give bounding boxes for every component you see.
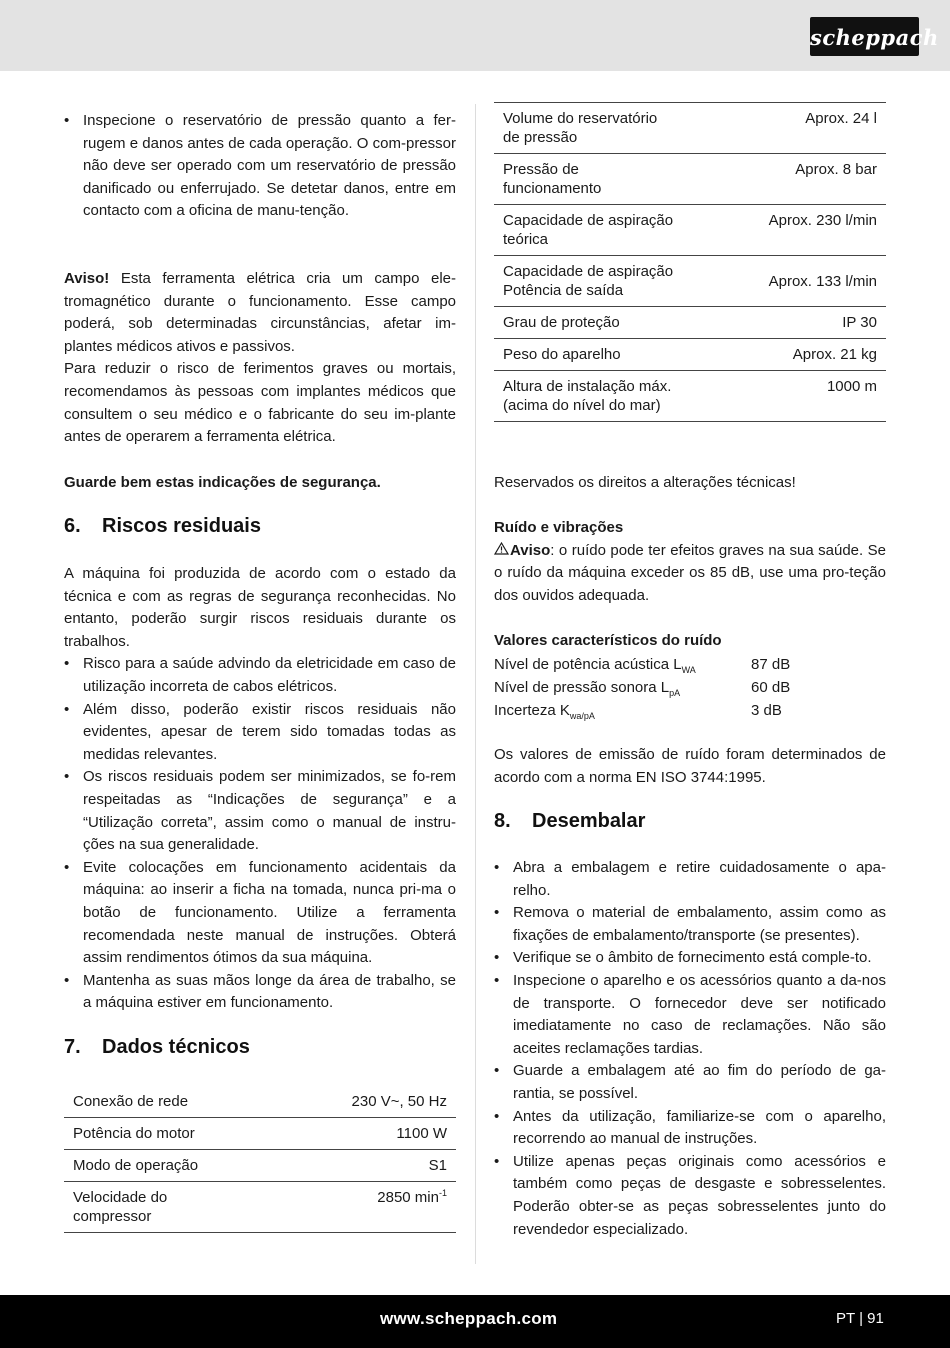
page-indicator: PT | 91 [836, 1310, 884, 1327]
table-row [64, 1118, 456, 1150]
noise-row [494, 653, 886, 676]
noise-values [494, 630, 886, 722]
spec-label: Velocidade do compressor [73, 1189, 168, 1225]
list-item: • Antes da utilização, familiarize-se com o aparelho, recorrendo ao manual de instruções. [494, 1106, 886, 1151]
noise-label [494, 699, 751, 722]
list-item: • Abra a embalagem e retire cuidadosamente o apa-relho. [494, 857, 886, 902]
noise-label [494, 676, 751, 699]
section-6-heading [64, 515, 261, 538]
noise-value: 87 dB [751, 655, 791, 673]
noise-label-text: Incerteza K [494, 701, 570, 719]
noise-label-text: Nível de pressão sonora L [494, 678, 670, 696]
footer-bar [0, 1295, 950, 1348]
spec-value: Aprox. 133 l/min [768, 272, 877, 290]
emf-warning [64, 268, 456, 449]
table-row [64, 1150, 456, 1182]
list-item: • Utilize apenas peças originais como acessórios e também como peças de desgaste e sobresselentes. Poderão obter-se as peças sobresselentes junto do revendedor especializado. [494, 1151, 886, 1241]
table-row [494, 307, 886, 339]
spec-label: Peso do aparelho [503, 346, 621, 363]
brand-logo [810, 17, 939, 56]
noise-label-subscript: wa/pA [569, 710, 595, 721]
spec-label: Potência do motor [73, 1125, 195, 1142]
section-number: 6. [64, 515, 81, 537]
column-divider [475, 104, 476, 1264]
table-row [494, 154, 886, 205]
list-item: • Inspecione o aparelho e os acessórios quanto a da-nos de transporte. O fornecedor deve ser notificado imediatamente no caso de reclamações. Não são aceites reclamações tardias. [494, 970, 886, 1060]
section-number: 8. [494, 810, 511, 832]
noise-values-heading: Valores característicos do ruído [494, 632, 722, 649]
spec-label: Modo de operação [73, 1157, 199, 1174]
spec-label: Pressão de funcionamento [503, 161, 602, 197]
warning-label: Aviso! [64, 270, 110, 287]
noise-section [494, 517, 886, 607]
noise-value: 3 dB [751, 701, 782, 719]
spec-label: Capacidade de aspiração Potência de saída [503, 263, 674, 299]
section-7-heading [64, 1036, 250, 1059]
table-row [494, 339, 886, 371]
spec-label: Altura de instalação máx. (acima do nível do mar) [503, 378, 672, 414]
table-row [64, 1182, 456, 1233]
table-row [64, 1086, 456, 1118]
tech-data-table-continued [494, 102, 886, 422]
list-item: • Evite colocações em funcionamento acidentais da máquina: ao inserir a ficha na tomada, nunca pri-ma o botão de funcionamento. Utilize a ferramenta recomendada neste manual de instruções. Obterá assim rendimentos ótimos da sua máquina. [64, 857, 456, 970]
list-item: • Inspecione o reservatório de pressão quanto a fer-rugem e danos antes de cada operação. O com-pressor não deve ser operado com um reservatório de pressão danificado ou enferrujado. Se detetar danos, entre em contacto com a oficina de manu-tenção. [64, 110, 456, 223]
noise-row [494, 699, 886, 722]
list-item: • Risco para a saúde advindo da eletricidade em caso de utilização incorreta de cabos elétricos. [64, 653, 456, 698]
brand-logo-text: scheppach [810, 25, 939, 50]
warning-label: Aviso [510, 541, 551, 559]
noise-heading: Ruído e vibrações [494, 519, 624, 536]
noise-label-text: Nível de potência acústica L [494, 655, 682, 673]
spec-label: Grau de proteção [503, 314, 620, 331]
spec-label: Conexão de rede [73, 1093, 189, 1110]
noise-label [494, 653, 751, 676]
noise-label-subscript: pA [669, 687, 681, 698]
section-8-heading [494, 810, 645, 833]
noise-warning [494, 540, 886, 608]
emf-warning-paragraph [64, 268, 456, 358]
list-item: • Remova o material de embalamento, assim como as fixações de embalamento/transporte (se presentes). [494, 902, 886, 947]
tech-data-table [64, 1086, 456, 1233]
table-row [494, 103, 886, 154]
list-item: • Guarde a embalagem até ao fim do período de ga-rantia, se possível. [494, 1060, 886, 1105]
list-item: • Além disso, poderão existir riscos residuais não evidentes, apesar de terem sido tomadas todas as medidas relevantes. [64, 699, 456, 767]
spec-label: Volume do reservatório de pressão [503, 110, 658, 146]
warning-text: Esta ferramenta elétrica cria um campo ele-tromagnético durante o funcionamento. Esse campo poderá, sob determinadas circunstâncias, afetar im-plantes médicos ativos e passivos. [64, 270, 456, 355]
table-row [494, 256, 886, 307]
spec-value: 1100 W [396, 1125, 447, 1142]
noise-row [494, 676, 886, 699]
list-item: • Verifique se o âmbito de fornecimento está comple-to. [494, 947, 886, 970]
warning-triangle-icon [494, 540, 510, 563]
spec-value: 230 V~, 50 Hz [351, 1093, 447, 1110]
header-bar [0, 0, 950, 71]
spec-value: Aprox. 230 l/min [768, 212, 877, 229]
spec-value-number: 2850 min [377, 1189, 439, 1206]
noise-value: 60 dB [751, 678, 791, 696]
spec-value: 1000 m [826, 378, 877, 395]
website-url: www.scheppach.com [380, 1309, 558, 1328]
noise-standard-note: Os valores de emissão de ruído foram determinados de acordo com a norma EN ISO 3744:1995. [494, 746, 886, 786]
noise-label-subscript: WA [681, 664, 696, 675]
spec-value: IP 30 [842, 314, 877, 331]
keep-instructions-note: Guarde bem estas indicações de segurança. [64, 474, 381, 491]
list-item: • Mantenha as suas mãos longe da área de trabalho, se a máquina estiver em funcionamento. [64, 970, 456, 1015]
spec-value [224, 1182, 456, 1233]
spec-value: Aprox. 24 l [805, 110, 877, 127]
language-code: PT [836, 1310, 855, 1327]
spec-value-exponent: -1 [438, 1188, 447, 1198]
residual-risks-list [64, 653, 456, 1015]
section-title: Desembalar [532, 810, 646, 832]
intro-bullet-list [64, 110, 456, 223]
spec-value: S1 [428, 1157, 447, 1174]
emf-advice-paragraph: Para reduzir o risco de ferimentos graves ou mortais, recomendamos às pessoas com implantes médicos que consultem o seu médico e o fabricante do seu im-plante antes de operarem a ferramenta elétrica. [64, 360, 456, 446]
section-6-intro: A máquina foi produzida de acordo com o estado da técnica e com as regras de segurança reconhecidas. No entanto, poderão surgir riscos residuais durante os trabalhos. [64, 565, 456, 650]
spec-value: Aprox. 21 kg [792, 346, 877, 363]
section-title: Dados técnicos [102, 1036, 250, 1058]
page-number: 91 [867, 1310, 884, 1327]
list-item: • Os riscos residuais podem ser minimizados, se fo-rem respeitadas as “Indicações de segurança” e a “Utilização correta”, assim como o manual de instru-ções na sua generalidade. [64, 766, 456, 856]
section-6-body [64, 563, 456, 1015]
section-title: Riscos residuais [102, 515, 261, 537]
spec-label: Capacidade de aspiração teórica [503, 212, 674, 248]
spec-value: Aprox. 8 bar [795, 161, 877, 178]
technical-changes-note: Reservados os direitos a alterações técnicas! [494, 474, 796, 491]
section-number: 7. [64, 1036, 81, 1058]
warning-text: : o ruído pode ter efeitos graves na sua saúde. Se o ruído da máquina exceder os 85 dB, use uma pro-teção dos ouvidos adequada. [494, 541, 886, 604]
table-row [494, 205, 886, 256]
unpacking-list [494, 857, 886, 1241]
table-row [494, 371, 886, 422]
